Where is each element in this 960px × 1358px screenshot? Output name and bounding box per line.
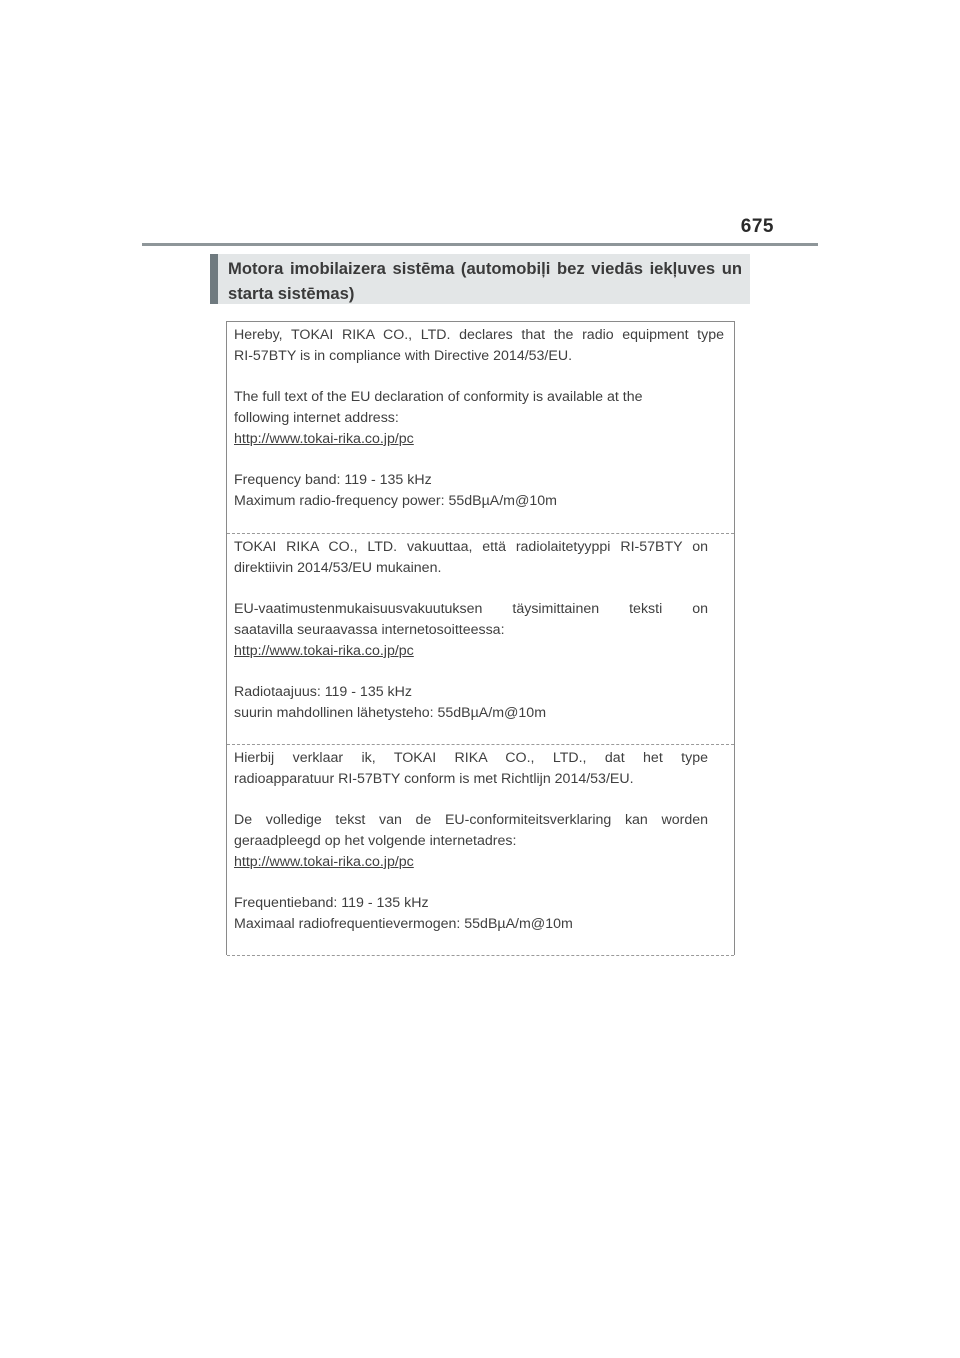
page-number: 675 <box>740 216 774 237</box>
header-rule <box>142 243 818 246</box>
declaration-line: Hierbij verklaar ik, TOKAI RIKA CO., LTD., dat het type <box>234 750 708 766</box>
max-power: Maximum radio-frequency power: 55dBµA/m@10m <box>234 493 558 509</box>
conformity-url[interactable]: http://www.tokai-rika.co.jp/pc <box>234 854 414 870</box>
conformity-link[interactable] <box>234 429 724 450</box>
declaration-line: direktiivin 2014/53/EU mukainen. <box>234 560 442 576</box>
max-power: Maximaal radiofrequentievermogen: 55dBµA/m@10m <box>234 916 573 932</box>
conformity-link[interactable] <box>234 641 724 662</box>
max-power: suurin mahdollinen lähetysteho: 55dBµA/m@10m <box>234 705 547 721</box>
declaration-line: De volledige tekst van de EU-conformiteitsverklaring kan worden <box>234 812 708 828</box>
declaration-line: radioapparatuur RI-57BTY conform is met Richtlijn 2014/53/EU. <box>234 771 634 787</box>
declaration-finnish <box>227 534 734 745</box>
declaration-line: RI-57BTY is in compliance with Directive 2014/53/EU. <box>234 348 573 364</box>
conformity-url[interactable]: http://www.tokai-rika.co.jp/pc <box>234 643 414 659</box>
frequency-band: Frequency band: 119 - 135 kHz <box>234 472 432 488</box>
frequency-band: Radiotaajuus: 119 - 135 kHz <box>234 684 412 700</box>
declaration-line: geraadpleegd op het volgende internetadres: <box>234 833 517 849</box>
conformity-link[interactable] <box>234 852 724 873</box>
conformity-url[interactable]: http://www.tokai-rika.co.jp/pc <box>234 431 414 447</box>
section-heading: Motora imobilaizera sistēma (automobiļi bez viedās iekļuves un starta sistēmas) <box>210 254 750 304</box>
declaration-table <box>226 321 735 955</box>
declaration-line: The full text of the EU declaration of conformity is available at the <box>234 389 643 405</box>
frequency-band: Frequentieband: 119 - 135 kHz <box>234 895 429 911</box>
declaration-dutch <box>227 745 734 956</box>
declaration-line: TOKAI RIKA CO., LTD. vakuuttaa, että radiolaitetyyppi RI-57BTY on <box>234 539 708 555</box>
declaration-english <box>227 322 734 534</box>
declaration-body <box>234 537 724 641</box>
declaration-line: saatavilla seuraavassa internetosoitteessa: <box>234 622 505 638</box>
declaration-line: Hereby, TOKAI RIKA CO., LTD. declares that the radio equipment type <box>234 327 724 343</box>
declaration-line: following internet address: <box>234 410 399 426</box>
declaration-line: EU-vaatimustenmukaisuusvakuutuksen täysimittainen teksti on <box>234 601 708 617</box>
declaration-body <box>234 748 724 852</box>
